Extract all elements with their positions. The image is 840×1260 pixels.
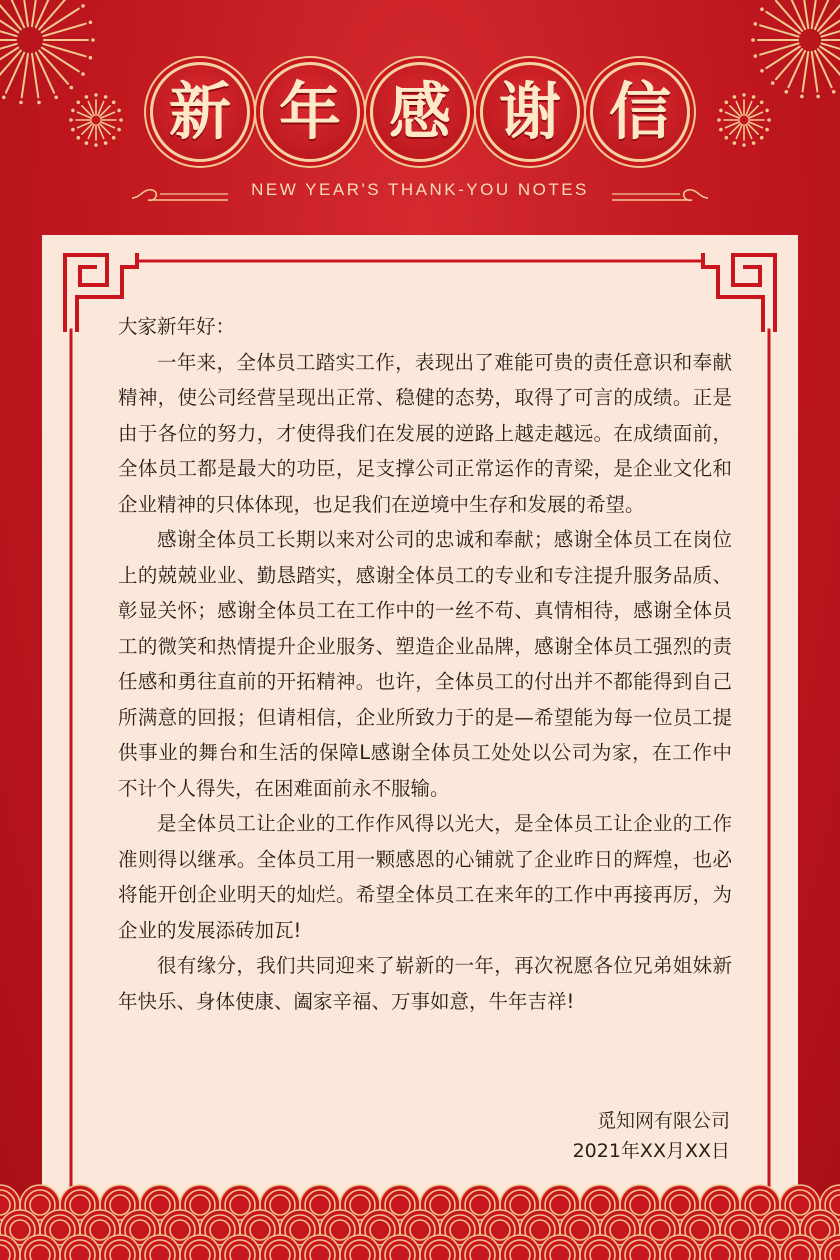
letter-paragraph: 一年来，全体员工踏实工作，表现出了难能可贵的责任意识和奉献精神，使公司经营呈现出正常、稳健的态势，取得了可言的成绩。正是由于各位的努力，才使得我们在发展的逆路上越走越远。在成绩面前，全体员工都是最大的功臣，足支撑公司正常运作的青梁，是企业文化和企业精神的只体体现，也足我们在逆境中生存和发展的希望。 <box>118 350 732 516</box>
company-name: 觅知网有限公司 <box>596 1110 730 1132</box>
title-char: 感 <box>370 62 470 162</box>
letter-date: 2021年XX月XX日 <box>572 1140 730 1162</box>
wave-pattern-icon <box>0 1170 840 1260</box>
subtitle: NEW YEAR'S THANK-YOU NOTES <box>251 180 589 199</box>
title-char: 信 <box>590 62 690 162</box>
signature <box>573 1106 730 1166</box>
letter-paragraph: 是全体员工让企业的工作作风得以光大，是全体员工让企业的工作准则得以继承。全体员工用一颗感恩的心铺就了企业昨日的辉煌，也必将能开创企业明天的灿烂。希望全体员工在来年的工作中再接再厉，为企业的发展添砖加瓦! <box>118 812 732 942</box>
letter-paragraph: 很有缘分，我们共同迎来了崭新的一年，再次祝愿各位兄弟姐妹新年快乐、身体使康、阖家辛福、万事如意，牛年吉祥! <box>118 954 732 1013</box>
title-char: 谢 <box>480 62 580 162</box>
letter-greeting: 大家新年好： <box>118 315 236 338</box>
letter-paragraph: 感谢全体员工长期以来对公司的忠诚和奉献；感谢全体员工在岗位上的兢兢业业、勤恳踏实，感谢全体员工的专业和专注提升服务品质、彰显关怀；感谢全体员工在工作中的一丝不苟、真情相待，感谢全体员工的微笑和热情提升企业服务、塑造企业品牌，感谢全体员工强烈的责任感和勇往直前的开拓精神。也许，全体员工的付出并不都能得到自己所满意的回报；但请相信，企业所致力于的是—希望能为每一位员工提供事业的舞台和生活的保障L感谢全体员工处处以公司为家，在工作中不计个人得失，在困难面前永不服输。 <box>118 528 732 800</box>
page-title <box>150 62 690 164</box>
letter-body <box>118 309 732 1019</box>
firework-icon-left <box>68 92 124 148</box>
subtitle-area <box>130 176 710 210</box>
cloud-scroll-icon-right <box>610 180 710 206</box>
firework-icon-top-right <box>745 0 840 105</box>
title-char: 新 <box>150 62 250 162</box>
firework-icon-right <box>716 92 772 148</box>
title-char: 年 <box>260 62 360 162</box>
